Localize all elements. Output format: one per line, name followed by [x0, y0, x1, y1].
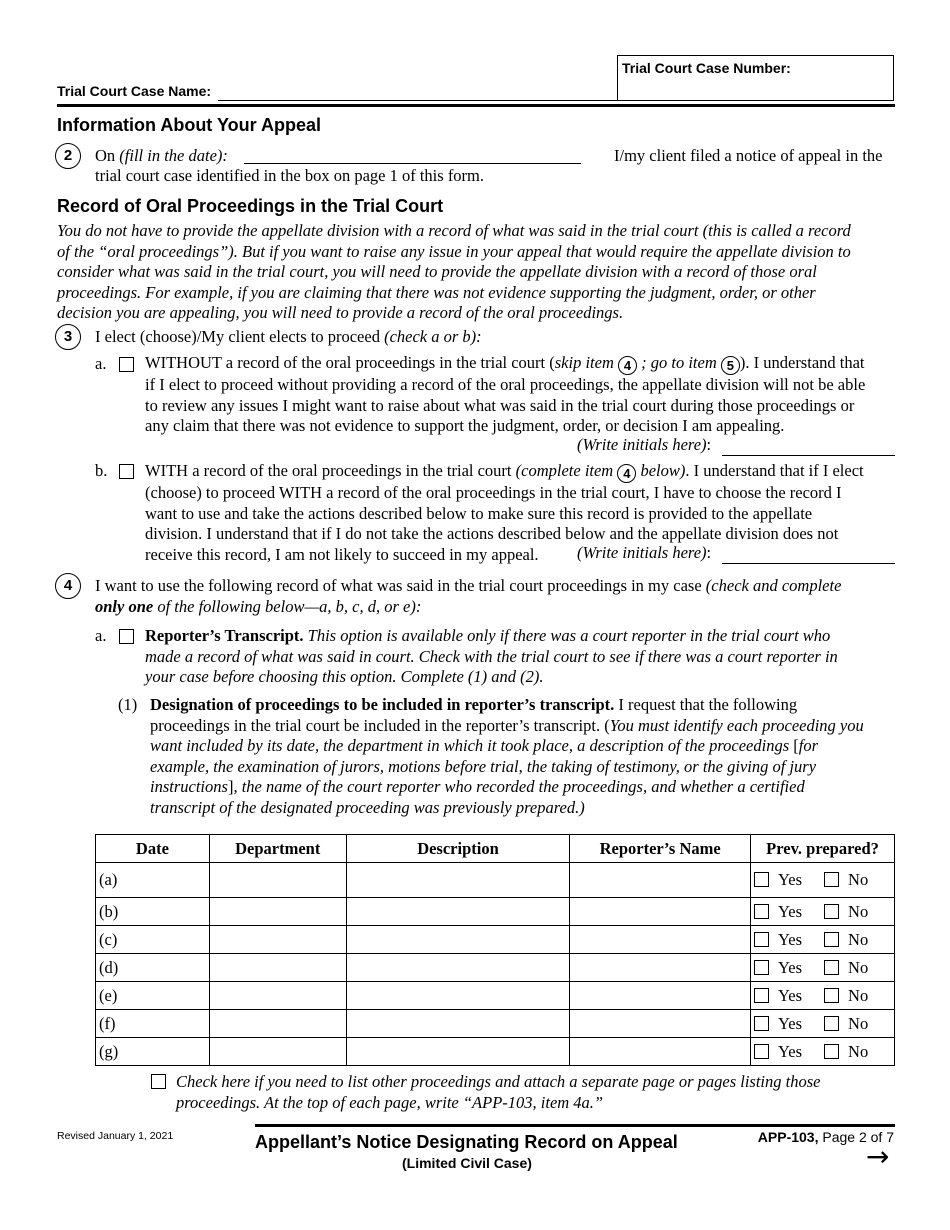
prev-no-label: No	[848, 901, 869, 921]
section-title-oral: Record of Oral Proceedings in the Trial Court	[57, 196, 444, 216]
prev-yes-checkbox[interactable]	[754, 988, 769, 1003]
item-5-ref-circle: 5	[721, 356, 740, 375]
prev-yes-checkbox[interactable]	[754, 1016, 769, 1031]
prev-yes-checkbox[interactable]	[754, 904, 769, 919]
item-3b-line: want to use and take the actions described below to make sure this record is provided to the appellate	[145, 503, 813, 523]
prev-no-checkbox[interactable]	[824, 988, 839, 1003]
item-3b-line: receive this record, I am not likely to succeed in my appeal.	[145, 544, 539, 564]
row-label: (d)	[99, 957, 119, 977]
revised-date: Revised January 1, 2021	[57, 1130, 174, 1142]
item-4-options: of the following below—a, b, c, d, or e):	[157, 596, 422, 616]
sub-1-l5b: ]	[227, 777, 234, 796]
prev-yes-label: Yes	[778, 1041, 803, 1061]
row-label: (a)	[99, 870, 118, 889]
item-3b-prefix: WITH a record of the oral proceedings in the trial court	[145, 461, 512, 480]
prev-no-label: No	[848, 870, 869, 889]
form-subtitle: (Limited Civil Case)	[402, 1155, 532, 1171]
case-number-label: Trial Court Case Number:	[622, 60, 791, 76]
case-name-field[interactable]	[218, 80, 618, 101]
sub-1-text	[150, 695, 910, 818]
oral-intro-line: decision you are appealing, you will need to provide a record of the oral proceedings.	[57, 303, 624, 322]
sub-1-line2	[150, 716, 910, 737]
prev-yes-label: Yes	[778, 929, 803, 949]
sub-1-line4: example, the examination of jurors, motions before trial, the taking of testimony, or the giving of jury	[150, 756, 817, 776]
row-prev-prepared-cell	[751, 898, 895, 926]
item-3b-line: division. I understand that if I do not take the actions described below and the appellate division does not	[145, 524, 839, 543]
sub-1-l5c: , the name of the court reporter who recorded the proceedings, and whether a certified	[233, 777, 805, 796]
item-3-elect: I elect (choose)/My client elects to proceed	[95, 327, 380, 346]
item-4-check-complete: (check and complete	[705, 576, 842, 595]
row-label: (b)	[99, 901, 119, 921]
row-label: (c)	[99, 929, 118, 949]
more-proceedings-text	[176, 1072, 896, 1113]
prev-no-label: No	[848, 957, 869, 977]
case-name-label: Trial Court Case Name:	[57, 83, 212, 99]
sub-1-number: (1)	[118, 695, 138, 714]
row-description-cell[interactable]	[346, 863, 570, 898]
item-4a-title: Reporter’s Transcript.	[145, 626, 304, 645]
item-3a-checkbox[interactable]	[119, 357, 134, 372]
item-3b-letter: b.	[95, 461, 108, 480]
prev-yes-label: Yes	[778, 870, 803, 889]
prev-yes-label: Yes	[778, 901, 803, 921]
prev-no-checkbox[interactable]	[824, 872, 839, 887]
item-3-number: 3	[55, 324, 81, 350]
row-department-cell[interactable]	[209, 926, 346, 954]
table-row	[96, 1038, 895, 1066]
row-date-cell[interactable]	[96, 863, 210, 898]
item-3a-suffix: ). I understand that	[739, 353, 865, 372]
item-4-text	[95, 576, 905, 617]
prev-no-checkbox[interactable]	[824, 960, 839, 975]
item-3b-line1	[145, 461, 905, 483]
item-3a-text	[145, 353, 905, 437]
item-4a-line1	[145, 626, 905, 647]
item-4a-line: made a record of what was said in court. Check with the trial court to see if there was a court reporter in	[145, 646, 838, 666]
row-reporter-cell[interactable]	[570, 1038, 751, 1066]
row-prev-prepared-cell	[751, 926, 895, 954]
row-reporter-cell[interactable]	[570, 982, 751, 1010]
sub-1-l3b: [	[793, 736, 799, 755]
form-title: Appellant’s Notice Designating Record on Appeal	[255, 1132, 678, 1152]
prev-no-checkbox[interactable]	[824, 932, 839, 947]
row-reporter-cell[interactable]	[570, 898, 751, 926]
item-4-ref-circle: 4	[617, 464, 636, 483]
oral-intro-line: consider what was said in the trial court, you will need to provide the appellate division with a record of those oral	[57, 262, 817, 281]
item-3b-initials-field[interactable]	[722, 545, 895, 564]
sub-1-l2a: proceedings in the trial court be included in the reporter’s transcript. (	[150, 715, 610, 735]
item-3b-complete: (complete item	[515, 461, 614, 480]
col-description: Description	[346, 835, 570, 863]
sub-1-l3a: want included by its date, the department in which it took place, a description of the proceedings	[150, 736, 790, 755]
item-4-want: I want to use the following record of what was said in the trial court proceedings in my case	[95, 576, 702, 595]
proceedings-table	[95, 834, 895, 1066]
item-4-line2	[95, 597, 905, 618]
row-prev-prepared-cell	[751, 1038, 895, 1066]
table-row	[96, 1010, 895, 1038]
table-header-row	[96, 835, 895, 863]
item-2-number: 2	[55, 143, 81, 169]
oral-intro-line: You do not have to provide the appellate division with a record of what was said in the trial court (this is called a record	[57, 221, 851, 240]
item-3-check-ab: (check a or b):	[384, 327, 482, 346]
case-number-box[interactable]	[617, 55, 894, 101]
prev-yes-checkbox[interactable]	[754, 932, 769, 947]
item-3b-checkbox[interactable]	[119, 464, 134, 479]
item-3a-line: to review any issues I might want to raise about what was said in the trial court during those proceedings or	[145, 395, 855, 415]
oral-intro-line: of the “oral proceedings”). But if you want to raise any issue in your appeal that would require the appellate division to	[57, 241, 851, 261]
row-label: (e)	[99, 985, 118, 1005]
prev-no-label: No	[848, 1041, 869, 1061]
item-3a-go: ; go to item	[641, 353, 717, 372]
row-reporter-cell[interactable]	[570, 954, 751, 982]
item-3b-suffix: . I understand that if I elect	[685, 461, 864, 480]
prev-yes-checkbox[interactable]	[754, 872, 769, 887]
item-3a-initials-field[interactable]	[722, 437, 895, 456]
item-4a-line: your case before choosing this option. Complete (1) and (2).	[145, 667, 544, 686]
row-department-cell[interactable]	[209, 1038, 346, 1066]
sub-1-l5a: instructions	[150, 777, 228, 796]
sub-1-l2b: You must identify each proceeding you	[609, 715, 864, 735]
sub-1-line5	[150, 777, 910, 798]
more-proceedings-line: proceedings. At the top of each page, write “APP-103, item 4a.”	[176, 1092, 604, 1112]
row-description-cell[interactable]	[346, 926, 570, 954]
item-2-on: On	[95, 146, 116, 165]
row-date-cell[interactable]	[96, 898, 210, 926]
row-prev-prepared-cell	[751, 982, 895, 1010]
row-description-cell[interactable]	[346, 1038, 570, 1066]
item-3a-initials-label: (Write initials here)	[577, 435, 707, 454]
sub-1-title: Designation of proceedings to be included in reporter’s transcript.	[150, 695, 615, 714]
item-3a-line1	[145, 353, 905, 375]
col-date: Date	[96, 835, 210, 863]
sub-1-line3	[150, 736, 910, 757]
row-prev-prepared-cell	[751, 954, 895, 982]
item-3b-initials: (Write initials here):	[577, 543, 712, 562]
row-label: (f)	[99, 1013, 116, 1033]
prev-no-checkbox[interactable]	[824, 1044, 839, 1059]
item-2-filed-text: I/my client filed a notice of appeal in the	[614, 146, 883, 165]
prev-yes-label: Yes	[778, 957, 803, 977]
row-date-cell[interactable]	[96, 1038, 210, 1066]
row-department-cell[interactable]	[209, 982, 346, 1010]
item-3a-prefix: WITHOUT a record of the oral proceedings in the trial court (	[145, 353, 555, 372]
prev-no-checkbox[interactable]	[824, 904, 839, 919]
header-divider	[57, 104, 895, 107]
row-department-cell[interactable]	[209, 863, 346, 898]
page-number: Page 2 of 7	[822, 1129, 894, 1145]
item-3a-skip: skip item	[554, 353, 614, 372]
item-4-line1	[95, 576, 905, 597]
item-4a-letter: a.	[95, 626, 107, 645]
item-3-text	[95, 327, 482, 347]
row-description-cell[interactable]	[346, 898, 570, 926]
item-3a-line: if I elect to proceed without providing a record of the oral proceedings, the appellate division will not be able	[145, 375, 866, 394]
item-2-line2: trial court case identified in the box on page 1 of this form.	[95, 166, 485, 185]
prev-no-checkbox[interactable]	[824, 1016, 839, 1031]
col-reporter-name: Reporter’s Name	[570, 835, 751, 863]
prev-yes-label: Yes	[778, 1013, 803, 1033]
section-title-appeal: Information About Your Appeal	[57, 115, 321, 135]
table-row	[96, 982, 895, 1010]
row-description-cell[interactable]	[346, 982, 570, 1010]
row-department-cell[interactable]	[209, 898, 346, 926]
next-page-arrow-icon: →	[866, 1140, 890, 1173]
row-department-cell[interactable]	[209, 1010, 346, 1038]
prev-yes-checkbox[interactable]	[754, 960, 769, 975]
sub-1-line1	[150, 695, 910, 716]
row-prev-prepared-cell	[751, 863, 895, 898]
row-reporter-cell[interactable]	[570, 1010, 751, 1038]
row-reporter-cell[interactable]	[570, 863, 751, 898]
more-proceedings-checkbox[interactable]	[151, 1074, 166, 1089]
row-department-cell[interactable]	[209, 954, 346, 982]
appeal-date-field[interactable]	[244, 144, 581, 164]
col-prev-prepared: Prev. prepared?	[751, 835, 895, 863]
item-3a-letter: a.	[95, 354, 107, 373]
item-3b-line: (choose) to proceed WITH a record of the oral proceedings in the trial court, I have to choose the record I	[145, 483, 842, 502]
item-4-number: 4	[55, 573, 81, 599]
item-4a-avail: This option is available only if there was a court reporter in the trial court who	[307, 626, 831, 645]
oral-intro	[57, 221, 907, 324]
row-date-cell[interactable]	[96, 1010, 210, 1038]
item-2-line1	[95, 146, 228, 166]
row-date-cell[interactable]	[96, 982, 210, 1010]
row-description-cell[interactable]	[346, 954, 570, 982]
item-4-ref-circle: 4	[618, 356, 637, 375]
item-3a-initials: (Write initials here):	[577, 435, 712, 454]
footer-divider	[255, 1124, 895, 1127]
sub-1-line6: transcript of the designated proceeding was previously prepared.)	[150, 797, 585, 817]
table-row	[96, 863, 895, 898]
prev-no-label: No	[848, 929, 869, 949]
item-3a-line: any claim that there was not evidence to support the judgment, order, or decision I am appealing.	[145, 416, 785, 435]
item-4a-text	[145, 626, 905, 688]
more-proceedings-line: Check here if you need to list other proceedings and attach a separate page or pages listing those	[176, 1072, 821, 1091]
oral-intro-line: proceedings. For example, if you are claiming that there was not evidence supporting the judgment, order, or other	[57, 282, 816, 302]
form-id: APP-103,	[757, 1129, 819, 1145]
prev-yes-checkbox[interactable]	[754, 1044, 769, 1059]
table-row	[96, 926, 895, 954]
row-label: (g)	[99, 1041, 119, 1061]
item-4a-checkbox[interactable]	[119, 629, 134, 644]
row-description-cell[interactable]	[346, 1010, 570, 1038]
table-row	[96, 898, 895, 926]
prev-no-label: No	[848, 985, 869, 1005]
row-date-cell[interactable]	[96, 926, 210, 954]
sub-1-l3c: for	[798, 736, 818, 755]
col-department: Department	[209, 835, 346, 863]
item-3b-below: below)	[640, 461, 686, 480]
item-4-only-one: only one	[95, 596, 154, 616]
row-prev-prepared-cell	[751, 1010, 895, 1038]
sub-1-request: I request that the following	[618, 695, 798, 714]
item-3b-initials-label: (Write initials here)	[577, 543, 707, 562]
prev-no-label: No	[848, 1013, 869, 1033]
row-date-cell[interactable]	[96, 954, 210, 982]
prev-yes-label: Yes	[778, 985, 803, 1005]
item-2-fill-date: (fill in the date):	[119, 146, 228, 165]
row-reporter-cell[interactable]	[570, 926, 751, 954]
table-row	[96, 954, 895, 982]
